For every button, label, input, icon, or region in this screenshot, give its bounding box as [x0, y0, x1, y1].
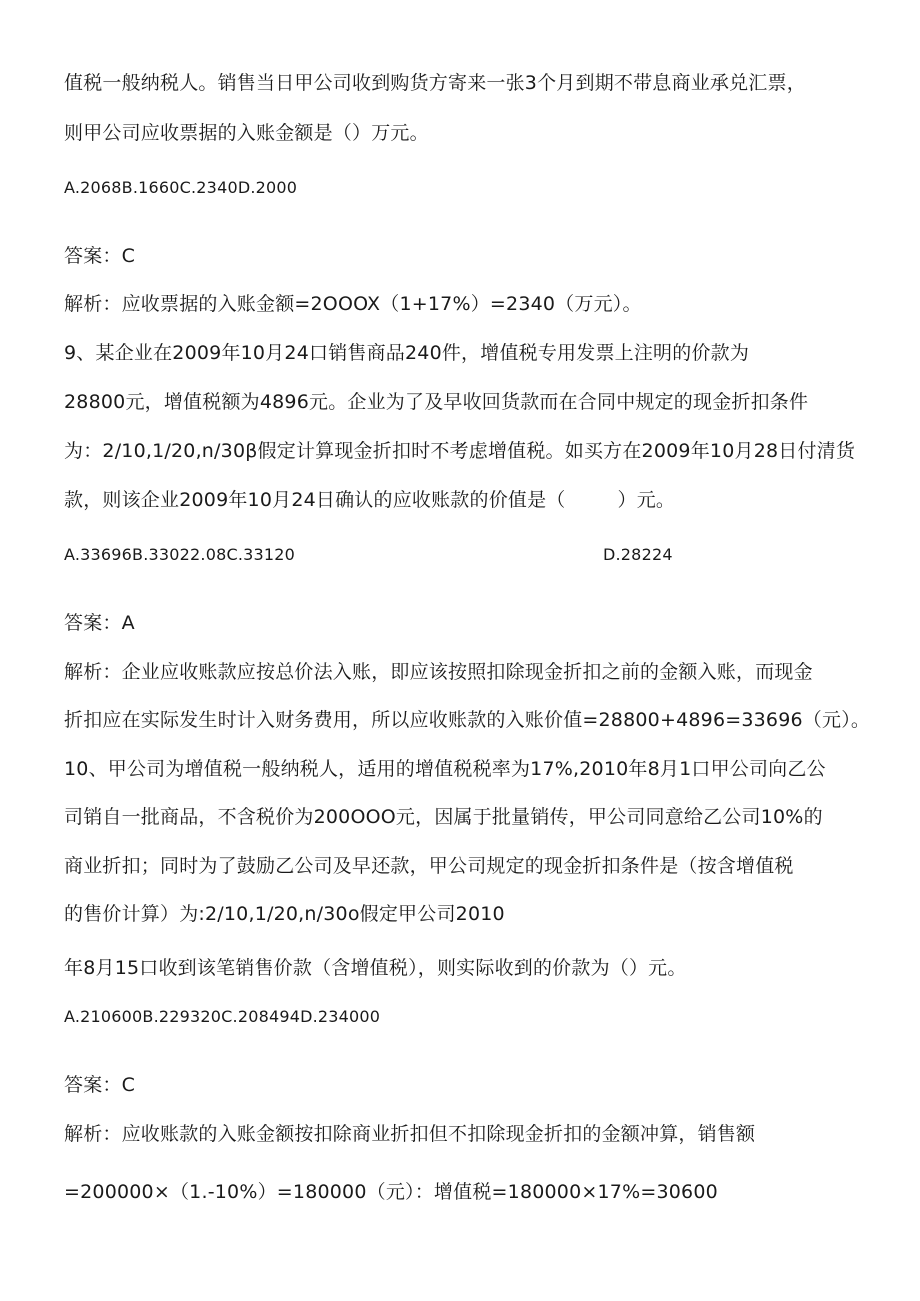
answer-options: A.2068B.1660C.2340D.2000	[64, 178, 298, 197]
question-line: 10、甲公司为增值税一般纳税人，适用的增值税税率为17%,2010年8月1口甲公司向乙公	[64, 758, 826, 780]
analysis-line: 解析：应收票据的入账金额=2OOOX（1+17%）=2340（万元）。	[64, 293, 642, 315]
text-segment: ）元。	[617, 489, 676, 511]
text-line: 商业折扣；同时为了鼓励乙公司及早还款，甲公司规定的现金折扣条件是（按含增值税	[64, 855, 794, 877]
text-segment: 款，则该企业2009年10月24日确认的应收账款的价值是（	[64, 489, 566, 511]
text-line: =200000×（1.-10%）=180000（元）：增值税=180000×17%=30600	[64, 1181, 718, 1203]
analysis-line: 解析：企业应收账款应按总价法入账，即应该按照扣除现金折扣之前的金额入账，而现金	[64, 661, 813, 683]
answer-options: A.210600B.229320C.208494D.234000	[64, 1007, 381, 1026]
question-line: 9、某企业在2009年10月24口销售商品240件，增值税专用发票上注明的价款为	[64, 342, 750, 364]
answer-line: 答案：C	[64, 245, 136, 267]
text-line: 则甲公司应收票据的入账金额是（）万元。	[64, 122, 429, 144]
text-line: 值税一般纳税人。销售当日甲公司收到购货方寄来一张3个月到期不带息商业承兑汇票，	[64, 72, 806, 94]
answer-option-d: D.28224	[603, 545, 673, 564]
text-line: 28800元，增值税额为4896元。企业为了及早收回货款而在合同中规定的现金折扣条件	[64, 391, 809, 413]
text-line: 的售价计算）为:2/10,1/20,n/30o假定甲公司2010	[64, 903, 505, 925]
answer-options: A.33696B.33022.08C.33120	[64, 545, 296, 564]
text-line: 年8月15口收到该笔销售价款（含增值税），则实际收到的价款为（）元。	[64, 957, 687, 979]
text-line: 为：2/10,1/20,n/30β假定计算现金折扣时不考虑增值税。如买方在2009年10月28日付清货	[64, 440, 856, 462]
text-line: 折扣应在实际发生时计入财务费用，所以应收账款的入账价值=28800+4896=33696（元）。	[64, 709, 871, 731]
answer-line: 答案：A	[64, 612, 135, 634]
answer-line: 答案：C	[64, 1074, 136, 1096]
analysis-line: 解析：应收账款的入账金额按扣除商业折扣但不扣除现金折扣的金额冲算，销售额	[64, 1123, 756, 1145]
text-line: 司销自一批商品，不含税价为200OOO元，因属于批量销传，甲公司同意给乙公司10%的	[64, 806, 823, 828]
text-line	[64, 488, 675, 512]
